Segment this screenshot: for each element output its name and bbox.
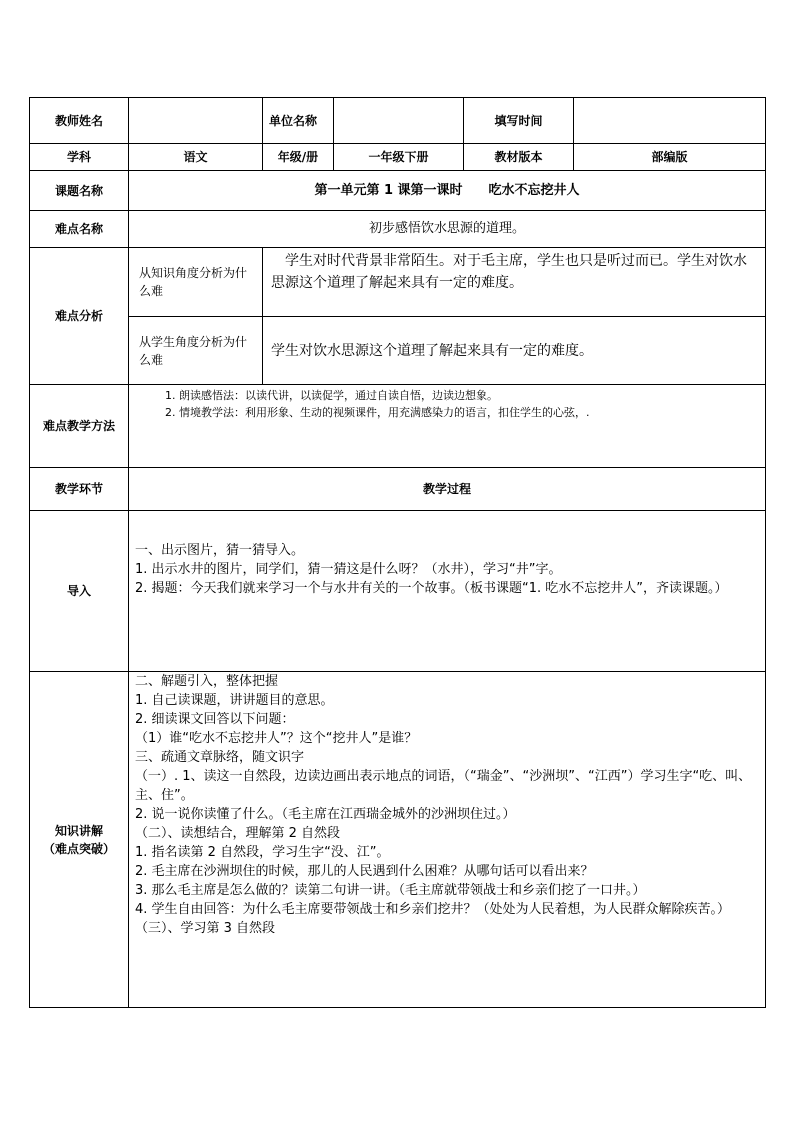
- lesson-row: [30, 171, 766, 211]
- student-angle-label: 从学生角度分析为什么难: [129, 317, 263, 385]
- header-row: [30, 98, 766, 144]
- knowledge-line: 2. 毛主席在沙洲坝住的时候，那儿的人民遇到什么困难？从哪句话可以看出来？: [135, 864, 594, 879]
- lesson-title: 第一单元第 1 课第一课时 吃水不忘挖井人: [129, 171, 766, 211]
- methods-label: 难点教学方法: [30, 385, 129, 468]
- difficulty-label: 难点名称: [30, 211, 129, 248]
- knowledge-sublabel: （难点突破）: [42, 841, 115, 856]
- teacher-label: 教师姓名: [30, 98, 129, 144]
- lesson-label: 课题名称: [30, 171, 129, 211]
- methods-row: [30, 385, 766, 468]
- knowledge-content: [129, 672, 766, 1008]
- knowledge-label-cell: [30, 672, 129, 1008]
- subject-label: 学科: [30, 144, 129, 171]
- analysis-label: 难点分析: [30, 248, 129, 385]
- process-header: 教学过程: [129, 468, 766, 511]
- intro-label: 导入: [30, 511, 129, 672]
- intro-row: [30, 511, 766, 672]
- knowledge-line: 4. 学生自由回答：为什么毛主席要带领战士和乡亲们挖井？（处处为人民着想，为人民群众解除疾苦。）: [135, 902, 731, 917]
- intro-line: 2. 揭题：今天我们就来学习一个与水井有关的一个故事。（板书课题“1. 吃水不忘挖井人”，齐读课题。）: [135, 581, 728, 596]
- process-header-row: [30, 468, 766, 511]
- lesson-plan-page: [29, 97, 765, 1008]
- knowledge-angle-label: 从知识角度分析为什么难: [129, 248, 263, 317]
- stage-header: 教学环节: [30, 468, 129, 511]
- knowledge-line: 1. 自己读课题，讲讲题目的意思。: [135, 693, 334, 708]
- knowledge-row: [30, 672, 766, 1008]
- knowledge-line: 三、疏通文章脉络，随文识字: [135, 750, 305, 765]
- student-angle-text: 学生对饮水思源这个道理了解起来具有一定的难度。: [263, 317, 766, 385]
- grade-value: 一年级下册: [334, 144, 464, 171]
- knowledge-line: （1）谁“吃水不忘挖井人”？这个“挖井人”是谁？: [135, 731, 418, 746]
- edition-label: 教材版本: [464, 144, 574, 171]
- knowledge-label: 知识讲解: [54, 823, 103, 838]
- date-label: 填写时间: [464, 98, 574, 144]
- difficulty-value: 初步感悟饮水思源的道理。: [129, 211, 766, 248]
- knowledge-line: 1. 指名读第 2 自然段，学习生字“没、江”。: [135, 845, 390, 860]
- method-item: 1. 朗读感悟法：以读代讲，以读促学，通过自读自悟，边读边想象。: [165, 389, 498, 402]
- difficulty-row: [30, 211, 766, 248]
- intro-line: 1. 出示水井的图片，同学们，猜一猜这是什么呀？（水井），学习“井”字。: [135, 562, 562, 577]
- date-value: [574, 98, 766, 144]
- grade-label: 年级/册: [263, 144, 334, 171]
- analysis-knowledge-row: [30, 248, 766, 317]
- methods-list: [129, 385, 766, 468]
- knowledge-line: 3. 那么毛主席是怎么做的？读第二句讲一讲。（毛主席就带领战士和乡亲们挖了一口井。）: [135, 883, 646, 898]
- edition-value: 部编版: [574, 144, 766, 171]
- teacher-value: [129, 98, 263, 144]
- subject-row: [30, 144, 766, 171]
- method-item: 2. 情境教学法：利用形象、生动的视频课件，用充满感染力的语言，扣住学生的心弦，.: [165, 406, 590, 419]
- intro-line: 一、出示图片，猜一猜导入。: [135, 543, 305, 558]
- knowledge-line: （二）、读想结合，理解第 2 自然段: [135, 826, 341, 841]
- knowledge-line: 二、解题引入，整体把握: [135, 674, 279, 689]
- knowledge-line: 2. 说一说你读懂了什么。（毛主席在江西瑞金城外的沙洲坝住过。）: [135, 807, 516, 822]
- knowledge-line: （一）. 1、读这一自然段，边读边画出表示地点的词语，（“瑞金”、“沙洲坝”、“江西”）学习生字“吃、叫、主、住”。: [135, 769, 752, 803]
- unit-label: 单位名称: [263, 98, 334, 144]
- knowledge-angle-text: 学生对时代背景非常陌生。对于毛主席，学生也只是听过而已。学生对饮水思源这个道理了解起来具有一定的难度。: [263, 248, 766, 317]
- intro-content: [129, 511, 766, 672]
- unit-value: [334, 98, 464, 144]
- knowledge-line: 2. 细读课文回答以下问题：: [135, 712, 295, 727]
- analysis-student-row: [30, 317, 766, 385]
- subject-value: 语文: [129, 144, 263, 171]
- knowledge-line: （三）、学习第 3 自然段: [135, 921, 276, 936]
- lesson-plan-table: [29, 97, 766, 1008]
